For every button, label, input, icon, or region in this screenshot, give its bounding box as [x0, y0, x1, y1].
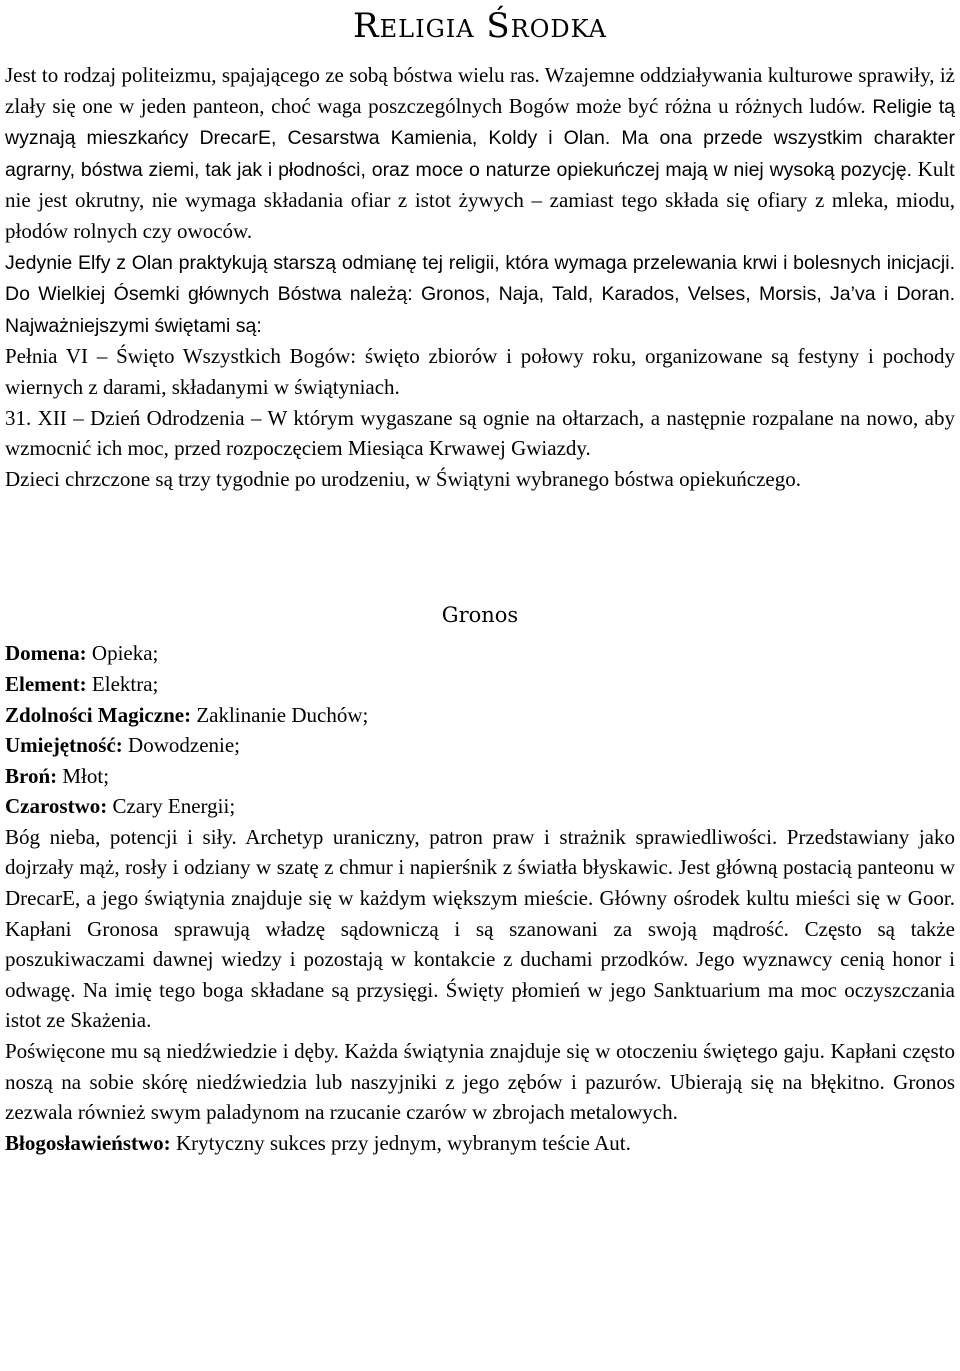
blessing-label: Błogosławieństwo:: [5, 1130, 171, 1155]
intro-paragraph: [5, 247, 955, 342]
holiday-paragraph: 31. XII – Dzień Odrodzenia – W którym wygaszane są ognie na ołtarzach, a następnie rozpalane na nowo, aby wzmocnić ich moc, przed rozpoczęciem Miesiąca Krwawej Gwiazdy.: [5, 405, 955, 461]
intro-section: [5, 60, 955, 494]
attribute-row: [5, 761, 955, 792]
attribute-label: Domena:: [5, 641, 87, 666]
intro-paragraph: [5, 60, 955, 247]
attribute-row: [5, 791, 955, 822]
blessing-row: [5, 1128, 955, 1159]
deity-description: Bóg nieba, potencji i siły. Archetyp uraniczny, patron praw i strażnik sprawiedliwości. Przedstawiany jako dojrzały mąż, rosły i odziany w szatę z chmur i napierśnik z światła błyskawic. Jest główną postacią panteonu w DrecarE, a jego świątynia znajduje się w każdym większym mieście. Główny ośrodek kultu mieści się w Goor. Kapłani Gronosa sprawują władzę sądowniczą i są szanowani za swoją mądrość. Często są także poszukiwaczami dawnej wiedzy i pozostają w kontakcie z duchami przodków. Jego wyznawcy cenią honor i odwagę. Na imię tego boga składane są przysięgi. Święty płomień w jego Sanktuarium ma moc oczyszczania istot ze Skażenia.: [5, 824, 955, 1033]
deity-attributes: [5, 638, 955, 822]
deity-section: [5, 638, 955, 1158]
blessing-value: Krytyczny sukces przy jednym, wybranym teście Aut.: [170, 1130, 631, 1155]
attribute-row: [5, 730, 955, 761]
intro-text: Religie tą wyznają mieszkańcy DrecarE, Cesarstwa Kamienia, Koldy i Olan.: [5, 95, 955, 150]
attribute-label: Czarostwo:: [5, 794, 108, 819]
intro-text: Jedynie Elfy z Olan praktykują starszą odmianę tej religii, która wymaga przelewania krwi i bolesnych inicjacji.: [5, 251, 955, 274]
deity-description: Poświęcone mu są niedźwiedzie i dęby. Każda świątynia znajduje się w otoczeniu świętego gaju. Kapłani często noszą na sobie skórę niedźwiedzia lub naszyjniki z jego zębów i pazurów. Ubierają się na błękitno. Gronos zezwala również swym paladynom na rzucanie czarów w zbrojach metalowych.: [5, 1039, 955, 1125]
intro-text: Najważniejszymi świętami są:: [5, 314, 262, 337]
intro-text: Ma ona przede wszystkim charakter agrarny, bóstwa ziemi, tak jak i płodności, oraz moce o naturze opiekuńczej mają w niej wysoką pozycję.: [5, 127, 955, 181]
attribute-label: Broń:: [5, 763, 58, 788]
attribute-label: Zdolności Magiczne:: [5, 702, 192, 727]
document-page: [5, 0, 955, 1158]
intro-text: Do Wielkiej Ósemki głównych Bóstwa należą: Gronos, Naja, Tald, Karados, Velses, Morsis, Ja’va i Doran.: [5, 283, 955, 306]
attribute-value: Dowodzenie;: [122, 733, 241, 758]
attribute-value: Czary Energii;: [107, 794, 236, 819]
page-title: Religia Środka: [353, 6, 607, 46]
intro-text: Jest to rodzaj politeizmu, spajającego ze sobą bóstwa wielu ras. Wzajemne oddziaływania kulturowe sprawiły, iż zlały się one w jeden panteon, choć waga poszczególnych Bogów może być różna u różnych ludów.: [5, 63, 955, 118]
deity-heading: Gronos: [441, 603, 519, 628]
holiday-paragraph: Pełnia VI – Święto Wszystkich Bogów: święto zbiorów i połowy roku, organizowane są festyny i pochody wiernych z darami, składanymi w świątyniach.: [5, 344, 955, 399]
attribute-label: Umiejętność:: [5, 733, 123, 758]
attribute-row: [5, 669, 955, 700]
attribute-row: [5, 700, 955, 731]
baptism-paragraph: Dzieci chrzczone są trzy tygodnie po urodzeniu, w Świątyni wybranego bóstwa opiekuńczego.: [5, 466, 801, 491]
attribute-value: Elektra;: [86, 671, 159, 696]
attribute-value: Opieka;: [86, 641, 159, 666]
intro-text: Kult nie jest okrutny, nie wymaga składania ofiar z istot żywych – zamiast tego składa się ofiary z mleka, miodu, płodów rolnych czy owoców.: [5, 156, 955, 243]
attribute-row: [5, 638, 955, 669]
attribute-value: Młot;: [57, 763, 110, 788]
attribute-value: Zaklinanie Duchów;: [191, 702, 369, 727]
section-spacer: [5, 494, 955, 592]
attribute-label: Element:: [5, 671, 87, 696]
